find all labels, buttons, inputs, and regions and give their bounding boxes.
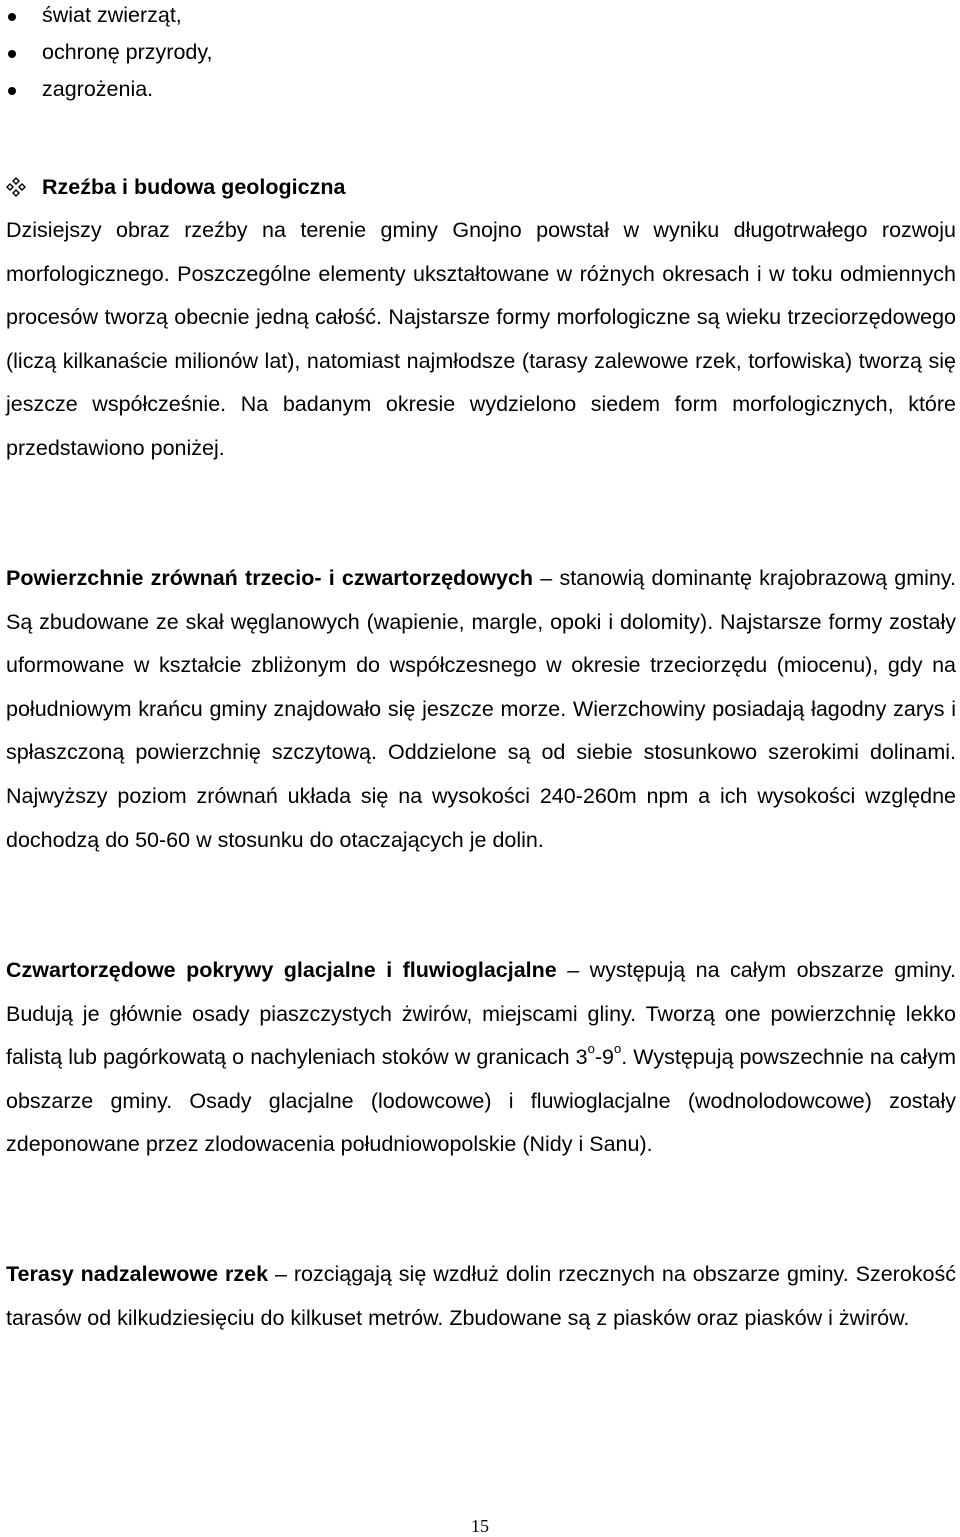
section-heading [6, 165, 956, 209]
paragraph-term: Terasy nadzalewowe rzek [6, 1262, 269, 1286]
list-item [6, 68, 956, 111]
bullet-icon [8, 87, 16, 95]
list-item-text: świat zwierząt, [42, 3, 182, 27]
paragraph-text: . Występują powszechnie na całym obszarze gminy. Osady glacjalne (lodowcowe) i fluwioglacjalne (wodnolodowcowe) zostały zdeponowane przez zlodowacenia południowopolskie (Nidy i Sanu). [6, 1045, 956, 1157]
degree-superscript: o [587, 1041, 595, 1057]
bullet-icon [8, 13, 16, 21]
paragraph-text: – występują na całym obszarze gminy. Budują je głównie osady piaszczystych żwirów, miejscami gliny. Tworzą one powierzchnię lekko falistą lub pagórkowatą o nachyleniach stoków w granicach 3 [6, 958, 956, 1070]
paragraph-term: Czwartorzędowe pokrywy glacjalne i fluwioglacjalne [6, 958, 557, 982]
paragraph-intro: Dzisiejszy obraz rzeźby na terenie gminy Gnojno powstał w wyniku długotrwałego rozwoju morfologicznego. Poszczególne elementy ukształtowane w różnych okresach i w toku odmiennych procesów tworzą obecnie jedną całość. Najstarsze formy morfologiczne są wieku trzeciorzędowego (liczą kilkanaście milionów lat), natomiast najmłodsze (tarasy zalewowe rzek, torfowiska) tworzą się jeszcze współcześnie. Na badanym okresie wydzielono siedem form morfologicznych, które przedstawiono poniżej. [6, 218, 956, 460]
paragraph-terraces [6, 1253, 956, 1340]
paragraph-glacial-covers [6, 949, 956, 1167]
section-heading-text: Rzeźba i budowa geologiczna [42, 175, 346, 199]
four-diamond-bullet-icon [6, 177, 26, 197]
paragraph-text: -9 [594, 1045, 614, 1070]
paragraph-term: Powierzchnie zrównań trzecio- i czwartorzędowych [6, 566, 534, 590]
bullet-icon [8, 50, 16, 58]
page-number: 15 [471, 1516, 489, 1536]
degree-superscript: o [613, 1041, 622, 1057]
list-item-text: ochronę przyrody, [42, 40, 213, 64]
list-item-text: zagrożenia. [42, 77, 154, 101]
paragraph-surfaces [6, 557, 956, 862]
paragraph-text: – stanowią dominantę krajobrazową gminy. Są zbudowane ze skał węglanowych (wapienie, margle, opoki i dolomity). Najstarsze formy zostały uformowane w kształcie zbliżonym do współczesnego w okresie trzeciorzędu (miocenu), gdy na południowym krańcu gminy znajdowało się jeszcze morze. Wierzchowiny posiadają łagodny zarys i spłaszczoną powierzchnię szczytową. Oddzielone są od siebie stosunkowo szerokimi dolinami. Najwyższy poziom zrównań układa się na wysokości 240-260m npm a ich wysokości względne dochodzą do 50-60 w stosunku do otaczających je dolin. [6, 566, 956, 852]
bullet-list [6, 0, 956, 111]
paragraph-text: – rozciągają się wzdłuż dolin rzecznych na obszarze gminy. Szerokość tarasów od kilkudziesięciu do kilkuset metrów. Zbudowane są z piasków oraz piasków i żwirów. [6, 1262, 956, 1330]
